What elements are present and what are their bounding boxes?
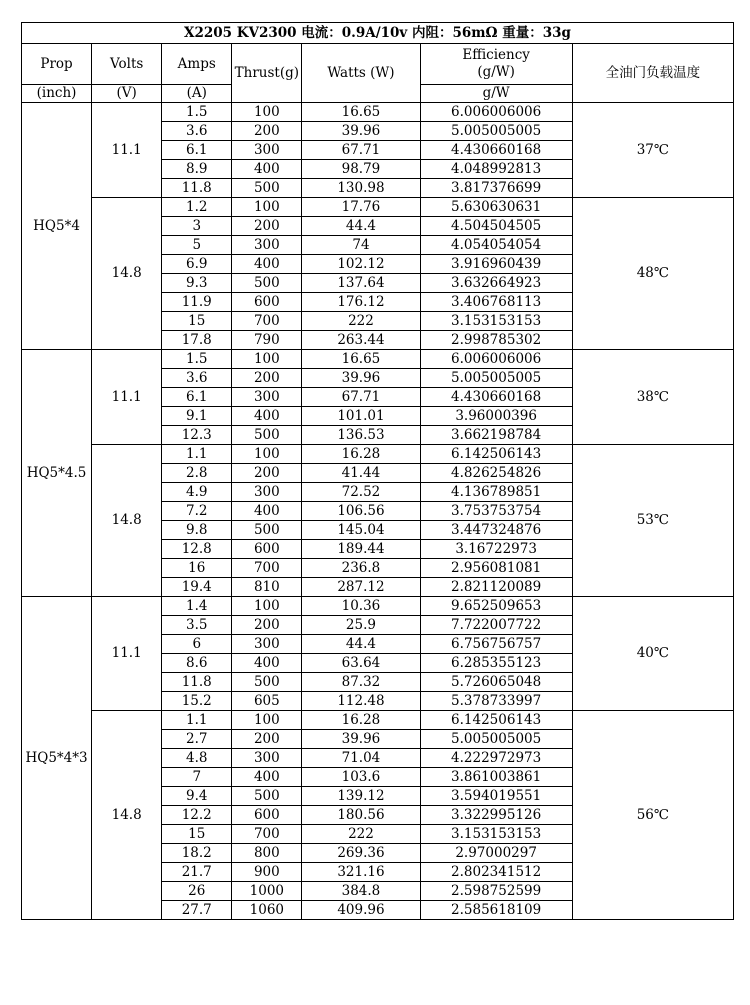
efficiency-cell: 4.222972973 <box>420 749 572 768</box>
watts-cell: 16.65 <box>302 103 420 122</box>
watts-cell: 321.16 <box>302 863 420 882</box>
thrust-cell: 200 <box>232 616 302 635</box>
amps-cell: 4.9 <box>162 483 232 502</box>
amps-cell: 11.8 <box>162 673 232 692</box>
thrust-cell: 500 <box>232 274 302 293</box>
amps-cell: 12.2 <box>162 806 232 825</box>
efficiency-header <box>420 44 572 85</box>
amps-cell: 6 <box>162 635 232 654</box>
thrust-cell: 300 <box>232 635 302 654</box>
efficiency-cell: 6.006006006 <box>420 350 572 369</box>
watts-cell: 180.56 <box>302 806 420 825</box>
watts-header: Watts (W) <box>302 44 420 103</box>
efficiency-cell: 5.005005005 <box>420 122 572 141</box>
efficiency-cell: 6.142506143 <box>420 445 572 464</box>
efficiency-cell: 3.153153153 <box>420 825 572 844</box>
prop-cell: HQ5*4.5 <box>22 350 92 597</box>
volts-header: Volts <box>92 44 162 85</box>
watts-cell: 287.12 <box>302 578 420 597</box>
efficiency-cell: 3.447324876 <box>420 521 572 540</box>
thrust-cell: 700 <box>232 312 302 331</box>
watts-cell: 16.65 <box>302 350 420 369</box>
watts-cell: 63.64 <box>302 654 420 673</box>
amps-cell: 4.8 <box>162 749 232 768</box>
table-row <box>22 350 734 369</box>
thrust-cell: 200 <box>232 464 302 483</box>
thrust-cell: 400 <box>232 768 302 787</box>
efficiency-cell: 5.726065048 <box>420 673 572 692</box>
amps-cell: 1.5 <box>162 103 232 122</box>
efficiency-cell: 5.005005005 <box>420 730 572 749</box>
thrust-cell: 600 <box>232 293 302 312</box>
prop-header: Prop <box>22 44 92 85</box>
amps-cell: 9.4 <box>162 787 232 806</box>
efficiency-cell: 2.97000297 <box>420 844 572 863</box>
amps-cell: 6.1 <box>162 141 232 160</box>
efficiency-cell: 7.722007722 <box>420 616 572 635</box>
thrust-cell: 400 <box>232 502 302 521</box>
amps-cell: 3 <box>162 217 232 236</box>
watts-cell: 25.9 <box>302 616 420 635</box>
volts-cell: 11.1 <box>92 350 162 445</box>
thrust-cell: 100 <box>232 350 302 369</box>
watts-cell: 10.36 <box>302 597 420 616</box>
efficiency-cell: 6.285355123 <box>420 654 572 673</box>
efficiency-cell: 6.006006006 <box>420 103 572 122</box>
thrust-cell: 100 <box>232 597 302 616</box>
watts-cell: 176.12 <box>302 293 420 312</box>
temperature-cell: 53℃ <box>572 445 733 597</box>
temperature-header: 全油门负载温度 <box>572 44 733 103</box>
amps-unit: (A) <box>162 85 232 103</box>
watts-cell: 39.96 <box>302 122 420 141</box>
efficiency-cell: 4.430660168 <box>420 141 572 160</box>
amps-cell: 12.8 <box>162 540 232 559</box>
thrust-cell: 700 <box>232 825 302 844</box>
table-row <box>22 597 734 616</box>
volts-cell: 14.8 <box>92 198 162 350</box>
amps-cell: 2.8 <box>162 464 232 483</box>
motor-test-table <box>21 22 734 920</box>
amps-cell: 8.9 <box>162 160 232 179</box>
amps-cell: 5 <box>162 236 232 255</box>
amps-cell: 15 <box>162 825 232 844</box>
amps-cell: 9.8 <box>162 521 232 540</box>
efficiency-cell: 4.054054054 <box>420 236 572 255</box>
thrust-cell: 400 <box>232 255 302 274</box>
watts-cell: 101.01 <box>302 407 420 426</box>
thrust-cell: 200 <box>232 122 302 141</box>
amps-cell: 18.2 <box>162 844 232 863</box>
amps-cell: 6.9 <box>162 255 232 274</box>
watts-cell: 87.32 <box>302 673 420 692</box>
thrust-cell: 500 <box>232 426 302 445</box>
watts-cell: 67.71 <box>302 388 420 407</box>
watts-cell: 103.6 <box>302 768 420 787</box>
efficiency-cell: 3.16722973 <box>420 540 572 559</box>
thrust-cell: 500 <box>232 521 302 540</box>
thrust-cell: 300 <box>232 483 302 502</box>
watts-cell: 41.44 <box>302 464 420 483</box>
amps-cell: 15.2 <box>162 692 232 711</box>
volts-unit: (V) <box>92 85 162 103</box>
amps-cell: 2.7 <box>162 730 232 749</box>
thrust-cell: 300 <box>232 141 302 160</box>
watts-cell: 409.96 <box>302 901 420 920</box>
efficiency-cell: 3.406768113 <box>420 293 572 312</box>
amps-cell: 19.4 <box>162 578 232 597</box>
thrust-cell: 600 <box>232 540 302 559</box>
watts-cell: 222 <box>302 312 420 331</box>
efficiency-cell: 3.861003861 <box>420 768 572 787</box>
amps-cell: 15 <box>162 312 232 331</box>
watts-cell: 44.4 <box>302 217 420 236</box>
efficiency-unit: g/W <box>420 85 572 103</box>
amps-cell: 12.3 <box>162 426 232 445</box>
amps-cell: 1.1 <box>162 711 232 730</box>
efficiency-cell: 3.594019551 <box>420 787 572 806</box>
temperature-cell: 37℃ <box>572 103 733 198</box>
amps-cell: 1.4 <box>162 597 232 616</box>
thrust-cell: 1000 <box>232 882 302 901</box>
amps-cell: 3.6 <box>162 122 232 141</box>
efficiency-header-sub: (g/W) <box>477 64 515 80</box>
efficiency-cell: 4.504504505 <box>420 217 572 236</box>
amps-cell: 7.2 <box>162 502 232 521</box>
watts-cell: 16.28 <box>302 445 420 464</box>
watts-cell: 67.71 <box>302 141 420 160</box>
amps-header: Amps <box>162 44 232 85</box>
efficiency-cell: 5.630630631 <box>420 198 572 217</box>
watts-cell: 39.96 <box>302 369 420 388</box>
thrust-cell: 100 <box>232 103 302 122</box>
amps-cell: 9.1 <box>162 407 232 426</box>
amps-cell: 16 <box>162 559 232 578</box>
thrust-cell: 1060 <box>232 901 302 920</box>
thrust-cell: 300 <box>232 236 302 255</box>
efficiency-cell: 2.802341512 <box>420 863 572 882</box>
volts-cell: 14.8 <box>92 445 162 597</box>
thrust-cell: 800 <box>232 844 302 863</box>
header-row <box>22 44 734 85</box>
efficiency-cell: 5.005005005 <box>420 369 572 388</box>
watts-cell: 72.52 <box>302 483 420 502</box>
watts-cell: 16.28 <box>302 711 420 730</box>
thrust-header: Thrust(g) <box>232 44 302 103</box>
amps-cell: 1.5 <box>162 350 232 369</box>
efficiency-cell: 4.136789851 <box>420 483 572 502</box>
amps-cell: 17.8 <box>162 331 232 350</box>
thrust-cell: 100 <box>232 445 302 464</box>
prop-cell: HQ5*4*3 <box>22 597 92 920</box>
watts-cell: 106.56 <box>302 502 420 521</box>
amps-cell: 1.1 <box>162 445 232 464</box>
watts-cell: 236.8 <box>302 559 420 578</box>
temperature-cell: 38℃ <box>572 350 733 445</box>
efficiency-cell: 5.378733997 <box>420 692 572 711</box>
thrust-cell: 500 <box>232 673 302 692</box>
efficiency-cell: 6.142506143 <box>420 711 572 730</box>
amps-cell: 7 <box>162 768 232 787</box>
watts-cell: 44.4 <box>302 635 420 654</box>
efficiency-cell: 2.821120089 <box>420 578 572 597</box>
amps-cell: 9.3 <box>162 274 232 293</box>
table-title: X2205 KV2300 电流：0.9A/10v 内阻：56mΩ 重量：33g <box>22 23 734 44</box>
efficiency-cell: 9.652509653 <box>420 597 572 616</box>
thrust-cell: 900 <box>232 863 302 882</box>
thrust-cell: 605 <box>232 692 302 711</box>
efficiency-cell: 3.916960439 <box>420 255 572 274</box>
efficiency-cell: 3.153153153 <box>420 312 572 331</box>
temperature-cell: 56℃ <box>572 711 733 920</box>
efficiency-cell: 3.96000396 <box>420 407 572 426</box>
table-row <box>22 103 734 122</box>
thrust-cell: 100 <box>232 198 302 217</box>
efficiency-cell: 2.956081081 <box>420 559 572 578</box>
thrust-cell: 700 <box>232 559 302 578</box>
amps-cell: 26 <box>162 882 232 901</box>
thrust-cell: 400 <box>232 160 302 179</box>
efficiency-header-label: Efficiency <box>462 47 530 63</box>
efficiency-cell: 3.817376699 <box>420 179 572 198</box>
watts-cell: 71.04 <box>302 749 420 768</box>
table-row <box>22 198 734 217</box>
thrust-cell: 200 <box>232 217 302 236</box>
watts-cell: 130.98 <box>302 179 420 198</box>
volts-cell: 11.1 <box>92 103 162 198</box>
prop-cell: HQ5*4 <box>22 103 92 350</box>
volts-cell: 11.1 <box>92 597 162 711</box>
amps-cell: 27.7 <box>162 901 232 920</box>
efficiency-cell: 3.662198784 <box>420 426 572 445</box>
efficiency-cell: 2.598752599 <box>420 882 572 901</box>
watts-cell: 17.76 <box>302 198 420 217</box>
volts-cell: 14.8 <box>92 711 162 920</box>
watts-cell: 137.64 <box>302 274 420 293</box>
efficiency-cell: 3.753753754 <box>420 502 572 521</box>
amps-cell: 11.9 <box>162 293 232 312</box>
watts-cell: 269.36 <box>302 844 420 863</box>
thrust-cell: 400 <box>232 407 302 426</box>
amps-cell: 8.6 <box>162 654 232 673</box>
temperature-cell: 40℃ <box>572 597 733 711</box>
watts-cell: 39.96 <box>302 730 420 749</box>
efficiency-cell: 2.585618109 <box>420 901 572 920</box>
efficiency-cell: 4.430660168 <box>420 388 572 407</box>
thrust-cell: 500 <box>232 787 302 806</box>
watts-cell: 98.79 <box>302 160 420 179</box>
amps-cell: 6.1 <box>162 388 232 407</box>
watts-cell: 145.04 <box>302 521 420 540</box>
table-row <box>22 711 734 730</box>
table-row <box>22 445 734 464</box>
thrust-cell: 200 <box>232 369 302 388</box>
thrust-cell: 300 <box>232 388 302 407</box>
efficiency-cell: 3.632664923 <box>420 274 572 293</box>
amps-cell: 21.7 <box>162 863 232 882</box>
amps-cell: 1.2 <box>162 198 232 217</box>
watts-cell: 189.44 <box>302 540 420 559</box>
thrust-cell: 790 <box>232 331 302 350</box>
watts-cell: 136.53 <box>302 426 420 445</box>
watts-cell: 74 <box>302 236 420 255</box>
watts-cell: 112.48 <box>302 692 420 711</box>
amps-cell: 11.8 <box>162 179 232 198</box>
thrust-cell: 100 <box>232 711 302 730</box>
watts-cell: 139.12 <box>302 787 420 806</box>
watts-cell: 384.8 <box>302 882 420 901</box>
thrust-cell: 600 <box>232 806 302 825</box>
amps-cell: 3.6 <box>162 369 232 388</box>
efficiency-cell: 2.998785302 <box>420 331 572 350</box>
prop-unit: (inch) <box>22 85 92 103</box>
efficiency-cell: 6.756756757 <box>420 635 572 654</box>
efficiency-cell: 3.322995126 <box>420 806 572 825</box>
amps-cell: 3.5 <box>162 616 232 635</box>
watts-cell: 102.12 <box>302 255 420 274</box>
thrust-cell: 300 <box>232 749 302 768</box>
watts-cell: 263.44 <box>302 331 420 350</box>
thrust-cell: 500 <box>232 179 302 198</box>
temperature-cell: 48℃ <box>572 198 733 350</box>
thrust-cell: 810 <box>232 578 302 597</box>
efficiency-cell: 4.826254826 <box>420 464 572 483</box>
title-row <box>22 23 734 44</box>
efficiency-cell: 4.048992813 <box>420 160 572 179</box>
thrust-cell: 400 <box>232 654 302 673</box>
watts-cell: 222 <box>302 825 420 844</box>
thrust-cell: 200 <box>232 730 302 749</box>
